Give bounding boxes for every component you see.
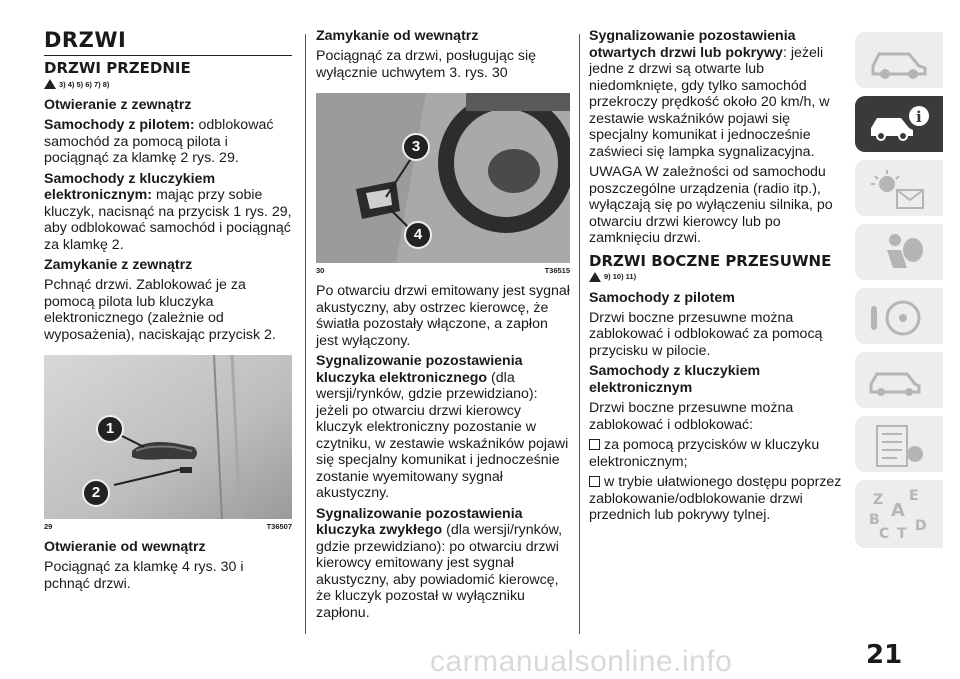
figure-caption xyxy=(316,266,570,275)
paragraph: Drzwi boczne przesuwne można zablokować i odblokować za pomocą przycisku w pilocie. xyxy=(589,309,823,359)
callout-marker: 2 xyxy=(82,479,110,507)
car-info-icon xyxy=(867,104,931,144)
paragraph: Pchnąć drzwi. Zablokować je za pomocą pilota lub kluczyka elektronicznego (zależnie od wyposażenia), naciskając przycisk 2. xyxy=(44,277,276,343)
interior-handle-illustration xyxy=(316,93,570,263)
heading-open-outside: Otwieranie z zewnątrz xyxy=(44,97,192,113)
car-service-icon xyxy=(867,360,931,400)
figure-29-door-handle xyxy=(44,355,292,519)
figure-code: T36507 xyxy=(266,522,292,531)
warning-refs xyxy=(44,79,292,89)
column-1 xyxy=(44,28,292,596)
index-letter: A xyxy=(891,500,905,521)
subsection-title: DRZWI BOCZNE PRZESUWNE xyxy=(589,251,832,270)
figure-number: 29 xyxy=(44,522,53,531)
tab-car-service[interactable] xyxy=(855,352,943,408)
heading-remote: Samochody z pilotem xyxy=(589,289,735,306)
paragraph-bold: Samochody z kluczykiem elektronicznym: xyxy=(44,170,216,203)
paragraph xyxy=(316,353,570,502)
bullet-item xyxy=(589,437,844,470)
tab-alphabet-index[interactable] xyxy=(855,480,943,548)
bullet-text: w trybie ułatwionego dostępu poprzez zablokowanie/odblokowanie drzwi przednich lub pokrywy tylnej. xyxy=(589,474,842,523)
section-title: DRZWI xyxy=(44,28,127,52)
index-letter: T xyxy=(897,526,907,540)
paragraph: Pociągnąć za drzwi, posługując się wyłącznie uchwytem 3. rys. 30 xyxy=(316,48,537,81)
paragraph xyxy=(589,28,844,160)
tab-warning-lights[interactable] xyxy=(855,160,943,216)
airbag-icon xyxy=(867,232,931,276)
index-letter: Z xyxy=(873,492,884,508)
tab-airbag[interactable] xyxy=(855,224,943,280)
column-3 xyxy=(589,28,844,528)
bullet-icon xyxy=(589,476,600,487)
callout-marker: 3 xyxy=(402,133,430,161)
paragraph: UWAGA W zależności od samochodu poszczególne urządzenia (radio itp.), wyłączają się po wyłączeniu silnika, po otwarciu drzwi kierowcy lub po zamknięciu drzwi. xyxy=(589,164,833,246)
column-divider xyxy=(579,34,580,634)
warning-refs-text: 9) 10) 11) xyxy=(604,272,637,281)
tab-car-exterior[interactable] xyxy=(855,32,943,88)
watermark: carmanualsonline.info xyxy=(430,645,733,678)
heading-electronic-key: Samochody z kluczykiem elektronicznym xyxy=(589,363,761,396)
bullet-item xyxy=(589,474,844,524)
tab-checklist[interactable] xyxy=(855,416,943,472)
title-rule xyxy=(44,55,292,56)
index-letter: E xyxy=(909,488,919,504)
tab-steering[interactable] xyxy=(855,288,943,344)
paragraph xyxy=(44,117,292,167)
svg-text:i: i xyxy=(916,108,922,126)
figure-caption xyxy=(44,522,292,531)
index-letter: B xyxy=(869,512,880,528)
heading-open-inside: Otwieranie od wewnątrz xyxy=(44,539,206,555)
callout-marker: 4 xyxy=(404,221,432,249)
paragraph-text: (dla wersji/rynków, gdzie przewidziano): jeżeli po otwarciu drzwi kierowcy kluczyk elektroniczny pozostanie w czytniku, w zestawie wskaźników pojawi się specjalny komunikat i jednocześnie zostanie wyemitowany sygnał akustyczny. xyxy=(316,369,569,501)
car-exterior-icon xyxy=(867,40,931,80)
paragraph xyxy=(316,506,570,622)
warning-refs-text: 3) 4) 5) 6) 7) 8) xyxy=(59,79,110,89)
paragraph: Drzwi boczne przesuwne można zablokować i odblokować: xyxy=(589,400,794,433)
paragraph xyxy=(44,171,292,254)
paragraph-bold: Sygnalizowanie pozostawienia kluczyka zwykłego xyxy=(316,505,523,538)
heading-close-outside: Zamykanie z zewnątrz xyxy=(44,257,193,273)
warning-icon xyxy=(589,272,601,282)
paragraph-text: odblokować samochód za pomocą pilota i pociągnąć za klamkę 2 rys. 29. xyxy=(44,117,274,166)
warning-refs xyxy=(589,272,844,282)
column-2 xyxy=(316,28,570,625)
tab-car-info[interactable] xyxy=(855,96,943,152)
column-divider xyxy=(305,34,306,634)
bullet-icon xyxy=(589,439,600,450)
index-letter: C xyxy=(879,526,890,540)
paragraph-bold: Samochody z pilotem: xyxy=(44,117,195,133)
page-number: 21 xyxy=(866,640,903,670)
paragraph: Pociągnąć za klamkę 4 rys. 30 i pchnąć drzwi. xyxy=(44,559,244,592)
warning-icon xyxy=(44,79,56,89)
paragraph: Po otwarciu drzwi emitowany jest sygnał akustyczny, aby ostrzec kierowcę, że światła pozostały włączone, a zapłon jest wyłączony. xyxy=(316,283,570,349)
heading-close-inside: Zamykanie od wewnątrz xyxy=(316,28,479,44)
alphabet-index-icon xyxy=(867,488,931,540)
figure-30-interior-handle xyxy=(316,93,570,263)
warning-lights-icon xyxy=(867,168,931,212)
steering-icon xyxy=(867,296,931,340)
figure-code: T36515 xyxy=(544,266,570,275)
paragraph-text: : jeżeli jedne z drzwi są otwarte lub niedomknięte, gdy tylko samochód przekroczy prędkość około 20 km/h, w zestawie wskaźników pojawi się specjalny komunikat i jednocześnie zaświeci się lampka sygnalizacyjna. xyxy=(589,44,830,160)
paragraph-text: mając przy sobie kluczyk, nacisnąć na przycisk 1 rys. 29, aby odblokować samochód i pociągnąć za klamkę 2. xyxy=(44,187,292,253)
subsection-title: DRZWI PRZEDNIE xyxy=(44,59,191,77)
bullet-text: za pomocą przycisków w kluczyku elektronicznym; xyxy=(589,437,820,470)
figure-number: 30 xyxy=(316,266,325,275)
paragraph-bold: Sygnalizowanie pozostawienia otwartych drzwi lub pokrywy xyxy=(589,28,796,61)
index-letter: D xyxy=(915,518,927,534)
paragraph-text: (dla wersji/rynków, gdzie przewidziano): po otwarciu drzwi kierowcy emitowany jest sygnał akustyczny, aby powiadomić kierowcę, że kluczyk pozostał w wyłączniku zapłonu. xyxy=(316,522,563,621)
checklist-icon xyxy=(867,424,931,468)
callout-marker: 1 xyxy=(96,415,124,443)
paragraph-bold: Sygnalizowanie pozostawienia kluczyka elektronicznego xyxy=(316,353,523,386)
